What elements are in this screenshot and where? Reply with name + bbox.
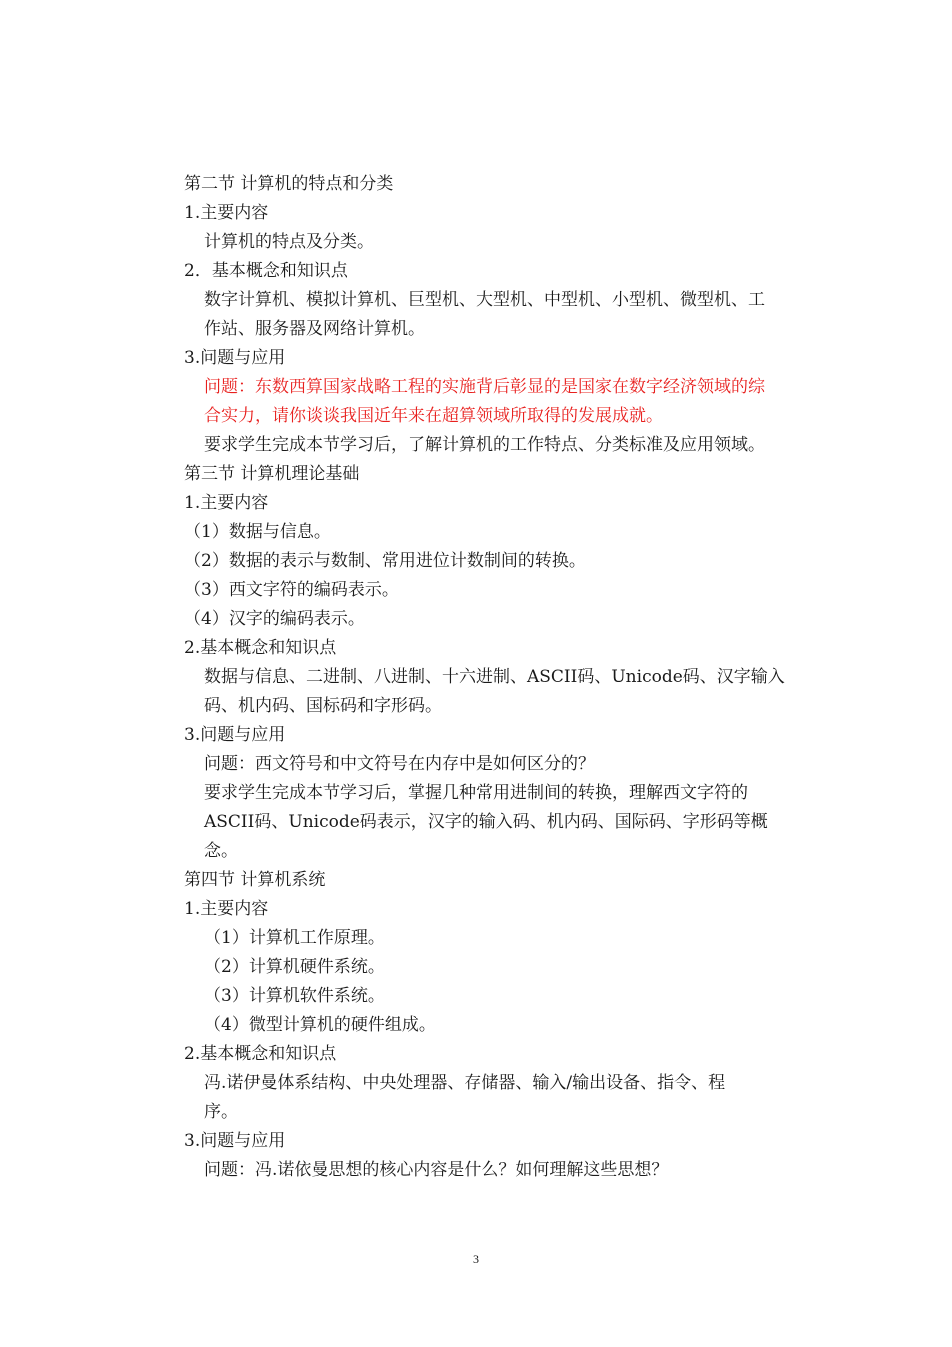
page-number: 3 <box>473 1252 479 1266</box>
list-item: （4）汉字的编码表示。 <box>184 609 365 629</box>
paragraph: 念。 <box>204 841 238 861</box>
list-item: （3）西文字符的编码表示。 <box>184 580 399 600</box>
highlighted-question: 合实力，请你谈谈我国近年来在超算领域所取得的发展成就。 <box>204 406 663 426</box>
paragraph: 问题：冯.诺依曼思想的核心内容是什么？如何理解这些思想？ <box>204 1160 669 1180</box>
list-item: （2）计算机硬件系统。 <box>204 957 385 977</box>
subheading: 3.问题与应用 <box>184 725 286 745</box>
paragraph: 作站、服务器及网络计算机。 <box>204 319 425 339</box>
list-item: （4）微型计算机的硬件组成。 <box>204 1015 436 1035</box>
list-item: （3）计算机软件系统。 <box>204 986 385 1006</box>
subheading: 1.主要内容 <box>184 493 269 513</box>
section-title: 第二节 计算机的特点和分类 <box>184 174 394 194</box>
paragraph: ASCII码、Unicode码表示，汉字的输入码、机内码、国际码、字形码等概 <box>204 812 768 832</box>
section-title: 第四节 计算机系统 <box>184 870 326 890</box>
paragraph: 数据与信息、二进制、八进制、十六进制、ASCII码、Unicode码、汉字输入 <box>204 667 785 687</box>
list-item: （2）数据的表示与数制、常用进位计数制间的转换。 <box>184 551 586 571</box>
subheading: 3.问题与应用 <box>184 1131 286 1151</box>
paragraph: 数字计算机、模拟计算机、巨型机、大型机、中型机、小型机、微型机、工 <box>204 290 765 310</box>
subheading: 2.基本概念和知识点 <box>184 1044 337 1064</box>
paragraph: 码、机内码、国标码和字形码。 <box>204 696 442 716</box>
paragraph: 计算机的特点及分类。 <box>204 232 374 252</box>
subheading: 1.主要内容 <box>184 899 269 919</box>
paragraph: 序。 <box>204 1102 238 1122</box>
paragraph: 冯.诺伊曼体系结构、中央处理器、存储器、输入/输出设备、指令、程 <box>204 1073 726 1093</box>
paragraph: 问题：西文符号和中文符号在内存中是如何区分的？ <box>204 754 595 774</box>
highlighted-question: 问题：东数西算国家战略工程的实施背后彰显的是国家在数字经济领域的综 <box>204 377 765 397</box>
document-body <box>184 170 844 1185</box>
list-item: （1）计算机工作原理。 <box>204 928 385 948</box>
subheading: 3.问题与应用 <box>184 348 286 368</box>
subheading: 2.基本概念和知识点 <box>184 638 337 658</box>
section-title: 第三节 计算机理论基础 <box>184 464 360 484</box>
paragraph: 要求学生完成本节学习后，掌握几种常用进制间的转换，理解西文字符的 <box>204 783 748 803</box>
subheading: 2．基本概念和知识点 <box>184 261 348 281</box>
paragraph: 要求学生完成本节学习后，了解计算机的工作特点、分类标准及应用领域。 <box>204 435 765 455</box>
subheading: 1.主要内容 <box>184 203 269 223</box>
list-item: （1）数据与信息。 <box>184 522 331 542</box>
